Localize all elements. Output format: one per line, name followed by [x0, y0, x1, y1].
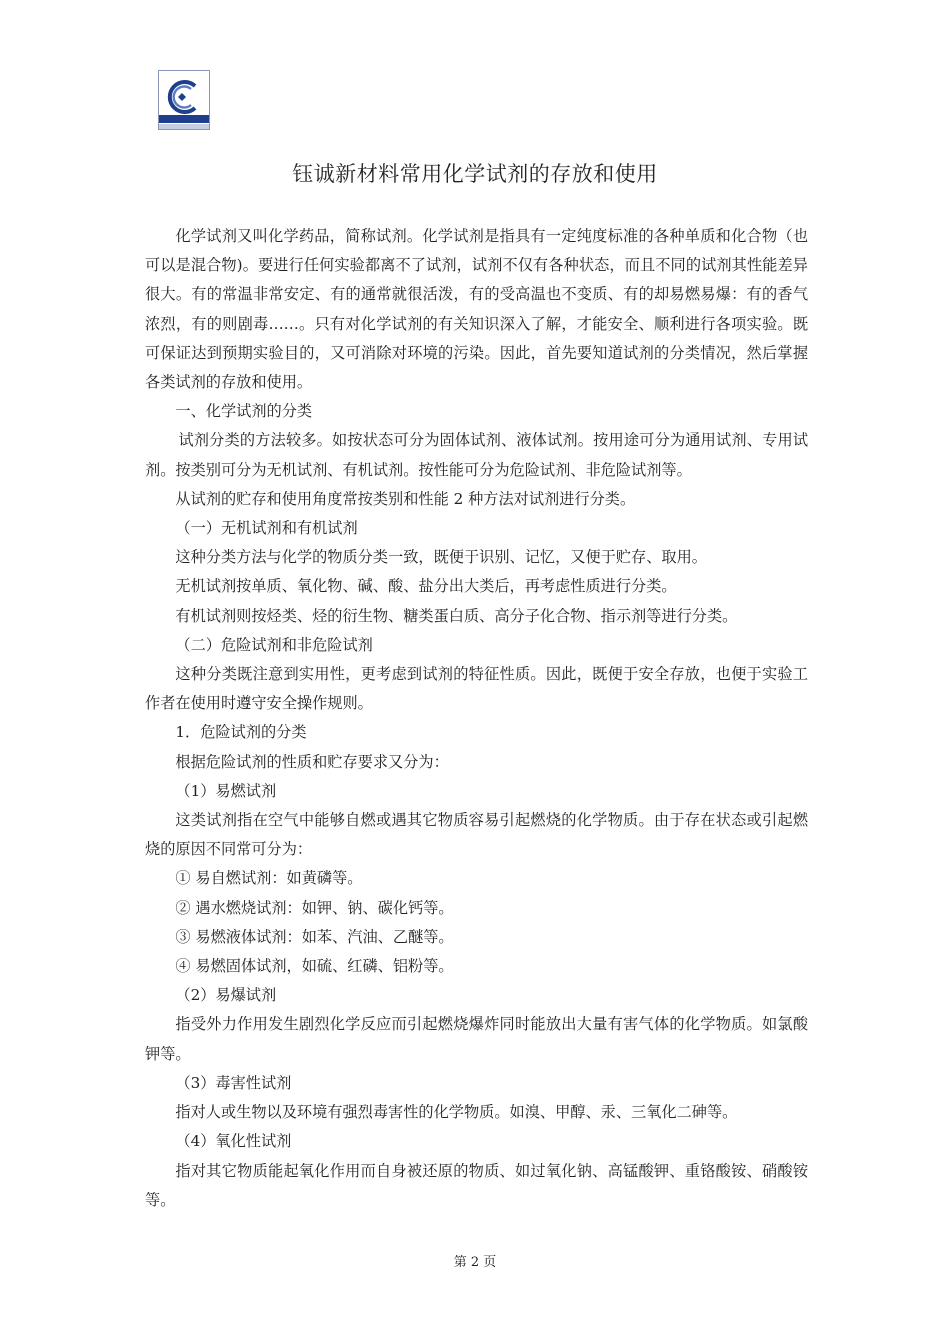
- list-item: ④ 易燃固体试剂，如硫、红磷、铝粉等。: [175, 957, 454, 976]
- paragraph: 这种分类方法与化学的物质分类一致，既便于识别、记忆，又便于贮存、取用。: [175, 548, 707, 567]
- paragraph: 根据危险试剂的性质和贮存要求又分为：: [175, 752, 449, 771]
- company-logo: [158, 70, 210, 130]
- category-heading: （4）氧化性试剂: [175, 1132, 292, 1151]
- section-heading: 一、化学试剂的分类: [175, 402, 313, 421]
- paragraph: 从试剂的贮存和使用角度常按类别和性能 2 种方法对试剂进行分类。: [175, 489, 636, 508]
- subsection-heading: 1．危险试剂的分类: [175, 723, 307, 742]
- category-heading: （2）易爆试剂: [175, 986, 277, 1005]
- page-number: 第 2 页: [453, 1255, 497, 1270]
- document-body: [145, 222, 808, 1215]
- paragraph: 有机试剂则按烃类、烃的衍生物、糖类蛋白质、高分子化合物、指示剂等进行分类。: [175, 606, 738, 625]
- list-item: ③ 易燃液体试剂：如苯、汽油、乙醚等。: [175, 927, 454, 946]
- category-heading: （3）毒害性试剂: [175, 1073, 292, 1092]
- paragraph: 指对人或生物以及环境有强烈毒害性的化学物质。如溴、甲醇、汞、三氧化二砷等。: [175, 1103, 738, 1122]
- paragraph-intro: 化学试剂又叫化学药品，简称试剂。化学试剂是指具有一定纯度标准的各种单质和化合物（也可以是混合物)。要进行任何实验都离不了试剂，试剂不仅有各种状态，而且不同的试剂其性能差异很大。有的常温非常安定、有的通常就很活泼，有的受高温也不变质、有的却易燃易爆：有的香气浓烈，有的则剧毒……。只有对化学试剂的有关知识深入了解，才能安全、顺利进行各项实验。既可保证达到预期实验目的，又可消除对环境的污染。因此，首先要知道试剂的分类情况，然后掌握各类试剂的存放和使用。: [145, 227, 808, 392]
- paragraph: 无机试剂按单质、氧化物、碱、酸、盐分出大类后，再考虑性质进行分类。: [175, 577, 677, 596]
- subsection-heading: （二）危险试剂和非危险试剂: [175, 635, 373, 654]
- paragraph: 这种分类既注意到实用性，更考虑到试剂的特征性质。因此，既便于安全存放，也便于实验工作者在使用时遵守安全操作规则。: [145, 665, 808, 713]
- subsection-heading: （一）无机试剂和有机试剂: [175, 519, 358, 538]
- list-item: ② 遇水燃烧试剂：如钾、钠、碳化钙等。: [175, 898, 454, 917]
- category-heading: （1）易燃试剂: [175, 781, 277, 800]
- paragraph: 指对其它物质能起氧化作用而自身被还原的物质、如过氧化钠、高锰酸钾、重铬酸铵、硝酸铵等。: [145, 1161, 808, 1209]
- document-title: 钰诚新材料常用化学试剂的存放和使用: [292, 162, 658, 186]
- paragraph: 这类试剂指在空气中能够自燃或遇其它物质容易引起燃烧的化学物质。由于存在状态或引起燃烧的原因不同常可分为：: [145, 811, 808, 859]
- paragraph: 试剂分类的方法较多。如按状态可分为固体试剂、液体试剂。按用途可分为通用试剂、专用试剂。按类别可分为无机试剂、有机试剂。按性能可分为危险试剂、非危险试剂等。: [145, 431, 808, 479]
- company-logo-graphic: [158, 70, 210, 130]
- paragraph: 指受外力作用发生剧烈化学反应而引起燃烧爆炸同时能放出大量有害气体的化学物质。如氯酸钾等。: [145, 1015, 808, 1063]
- list-item: ① 易自燃试剂：如黄磷等。: [175, 869, 363, 888]
